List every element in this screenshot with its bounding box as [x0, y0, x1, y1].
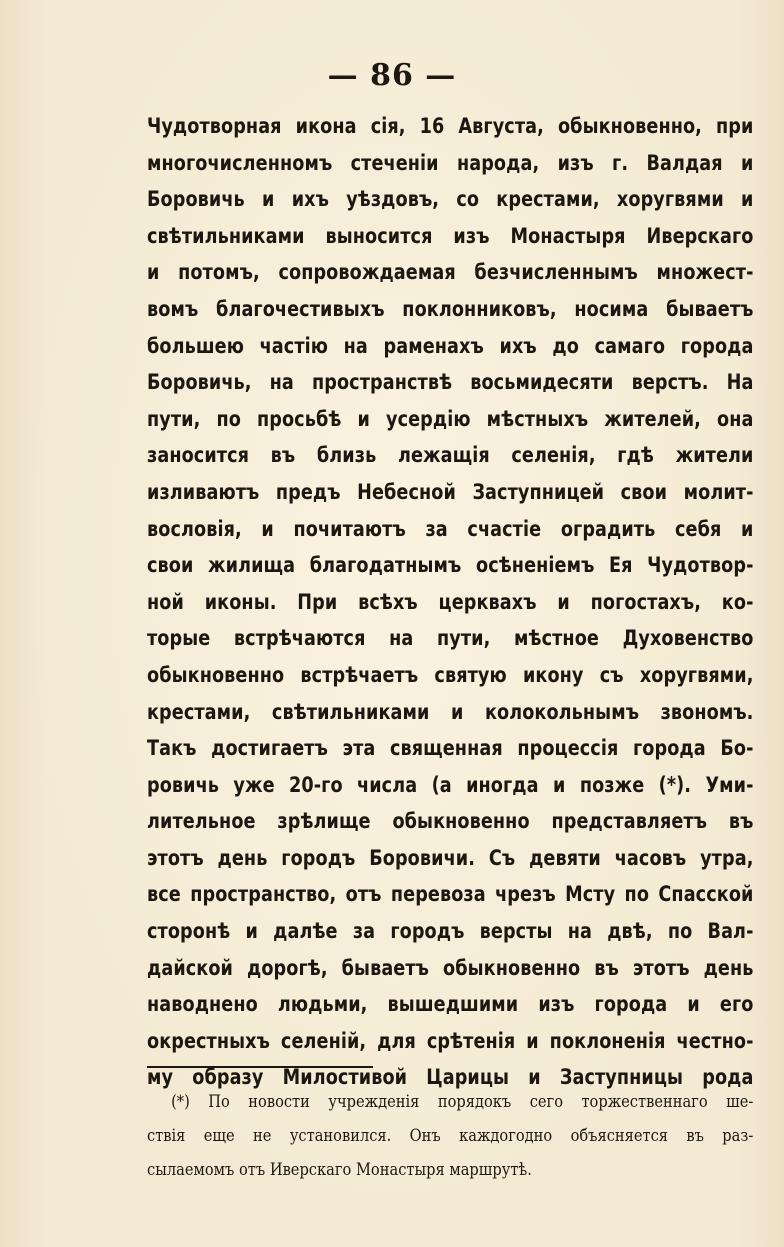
text-line: обыкновенно встрѣчаетъ святую икону съ хоругвями, [147, 662, 754, 687]
text-line: вословія, и почитаютъ за счастіе оградить себя и [147, 516, 754, 541]
text-line: пути, по просьбѣ и усердію мѣстныхъ жителей, она [147, 406, 754, 431]
text-line: Боровичь, на пространствѣ восьмидесяти верстъ. На [147, 370, 754, 395]
text-line: вомъ благочестивыхъ поклонниковъ, носима бываетъ [147, 296, 754, 321]
text-line: окрестныхъ селеній, для срѣтенія и поклоненія честно- [147, 1028, 754, 1053]
text-line: заносится въ близь лежащія селенія, гдѣ жители [147, 443, 754, 468]
text-line: многочисленномъ стеченіи народа, изъ г. Валдая и [147, 150, 754, 175]
footnote-line: сылаемомъ отъ Иверскаго Монастыря маршрутѣ. [147, 1160, 532, 1180]
text-line: изливаютъ предъ Небесной Заступницей свои молит- [147, 479, 754, 504]
page-number: — 86 — [327, 58, 457, 93]
text-line: лительное зрѣлище обыкновенно представляетъ въ [147, 809, 754, 834]
text-line: этотъ день городъ Боровичи. Съ девяти часовъ утра, [147, 845, 754, 870]
text-line: наводнено людьми, вышедшими изъ города и его [147, 992, 754, 1017]
text-line: крестами, свѣтильниками и колокольнымъ звономъ. [147, 699, 754, 724]
text-line: Чудотворная икона сія, 16 Августа, обыкновенно, при [147, 114, 754, 138]
text-line: ровичь уже 20-го числа (а иногда и позже (*). Уми- [147, 772, 754, 797]
text-line: большею частію на раменахъ ихъ до самаго города [147, 333, 754, 358]
text-line: му образу Милостивой Царицы и Заступницы рода [147, 1065, 754, 1090]
text-line: все пространство, отъ перевоза чрезъ Мсту по Спасской [147, 882, 754, 907]
footnote [147, 1085, 754, 1187]
text-line: свои жилища благодатнымъ осѣненіемъ Ея Чудотвор- [147, 553, 754, 578]
body-text [147, 108, 754, 1096]
text-line: торые встрѣчаются на пути, мѣстное Духовенство [147, 626, 754, 651]
footnote-line: ствія еще не установился. Онъ каждогодно объясняется въ раз- [147, 1126, 754, 1146]
text-line: и потомъ, сопровождаемая безчисленнымъ множест- [147, 260, 754, 285]
text-line: сторонѣ и далѣе за городъ версты на двѣ, по Вал- [147, 919, 754, 944]
text-line: дайской дорогѣ, бываетъ обыкновенно въ этотъ день [147, 955, 754, 980]
text-line: Боровичь и ихъ уѣздовъ, со крестами, хоругвями и [147, 187, 754, 212]
text-line: свѣтильниками выносится изъ Монастыря Иверскаго [147, 223, 754, 248]
footnote-line: (*) По новости учрежденія порядокъ сего торжественнаго ше- [171, 1092, 754, 1112]
text-line: Такъ достигаетъ эта священная процессія города Бо- [147, 736, 754, 761]
footnote-divider [147, 1066, 373, 1068]
text-line: ной иконы. При всѣхъ церквахъ и погостахъ, ко- [147, 589, 754, 614]
